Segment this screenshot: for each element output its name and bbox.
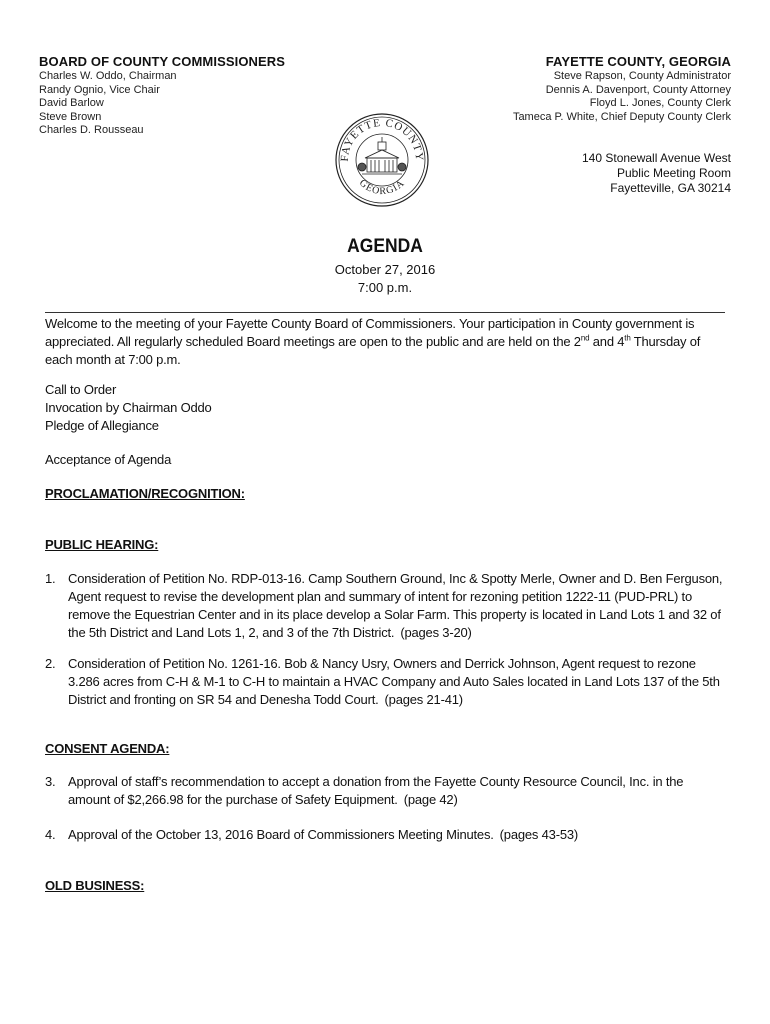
address-line: Fayetteville, GA 30214 [610,181,731,195]
item-text: Approval of the October 13, 2016 Board of Commissioners Meeting Minutes. (pages 43-53) [68,827,579,842]
staff-member: Tameca P. White, Chief Deputy County Clerk [512,110,731,123]
item-number: 2. [45,656,56,671]
opening-item: Invocation by Chairman Oddo [45,400,212,415]
opening-item: Pledge of Allegiance [45,418,159,433]
section-old-business: OLD BUSINESS: [45,878,145,893]
divider [45,312,725,313]
seal-top-text: FAYETTE COUNTY [338,116,426,162]
acceptance-of-agenda: Acceptance of Agenda [45,452,172,467]
item-number: 4. [45,827,56,842]
meeting-time: 7:00 p.m. [357,280,413,295]
opening-item: Call to Order [45,382,117,397]
staff-member: Steve Rapson, County Administrator [553,70,731,82]
agenda-title: AGENDA [347,236,423,257]
page-reference: (pages 21-41) [384,692,463,707]
section-consent-agenda: CONSENT AGENDA: [45,741,170,756]
item-text: Consideration of Petition No. 1261-16. Bob & Nancy Usry, Owners and Derrick Johnson, Agent request to rezone 3.286 acres from C-H & M-1 to C-H to maintain a HVAC Company and Auto Sales located in Land Lots 137 of the 5th District and fronting on SR 54 and Denesha Todd Court. (pages 21-41) [68,656,720,707]
courthouse-icon [358,137,406,174]
county-title: FAYETTE COUNTY, GEORGIA [545,54,731,69]
item-number: 1. [45,571,56,586]
section-proclamation: PROCLAMATION/RECOGNITION: [45,486,245,501]
page-reference: (page 42) [403,792,458,807]
county-block [513,54,731,124]
item-text: Consideration of Petition No. RDP-013-16. Camp Southern Ground, Inc & Spotty Merle, Owner and D. Ben Ferguson, Agent request to revise the development plan and summary of intent for rezoning petition 1222-11 (PUD-PRL) to remove the Equestrian Center and in its place develop a Solar Farm. This property is located in Land Lots 1 and 32 of the 5th District and Land Lots 1, 2, and 3 of the 7th District. (pages 3-20) [68,571,723,640]
welcome-paragraph: Welcome to the meeting of your Fayette County Board of Commissioners. Your participation in County government is appreciated. All regularly scheduled Board meetings are open to the public and are held on the 2nd and 4th Thursday of each month at 7:00 p.m. [45,316,701,367]
board-block [39,54,285,138]
item-text: Approval of staff’s recommendation to accept a donation from the Fayette County Resource Council, Inc. in the amount of $2,266.98 for the purchase of Safety Equipment. (page 42) [68,774,684,807]
board-title: BOARD OF COUNTY COMMISSIONERS [39,54,286,69]
seal-bottom-text: GEORGIA [356,177,408,198]
board-member: David Barlow [39,97,104,109]
item-number: 3. [45,774,56,789]
address-line: Public Meeting Room [616,166,731,180]
staff-member: Floyd L. Jones, County Clerk [589,97,731,109]
board-member: Charles D. Rousseau [39,124,144,136]
page-reference: (pages 43-53) [499,827,579,842]
page-reference: (pages 3-20) [400,625,472,640]
meeting-address [582,151,731,196]
board-member: Steve Brown [39,110,102,123]
board-member: Charles W. Oddo, Chairman [39,70,177,82]
svg-text:GEORGIA [357,178,407,198]
board-member: Randy Ognio, Vice Chair [39,83,160,96]
opening-list [45,381,725,435]
staff-member: Dennis A. Davenport, County Attorney [545,83,731,96]
section-public-hearing: PUBLIC HEARING: [45,537,159,552]
meeting-date: October 27, 2016 [334,262,436,277]
county-seal [334,112,430,208]
address-line: 140 Stonewall Avenue West [582,151,731,165]
